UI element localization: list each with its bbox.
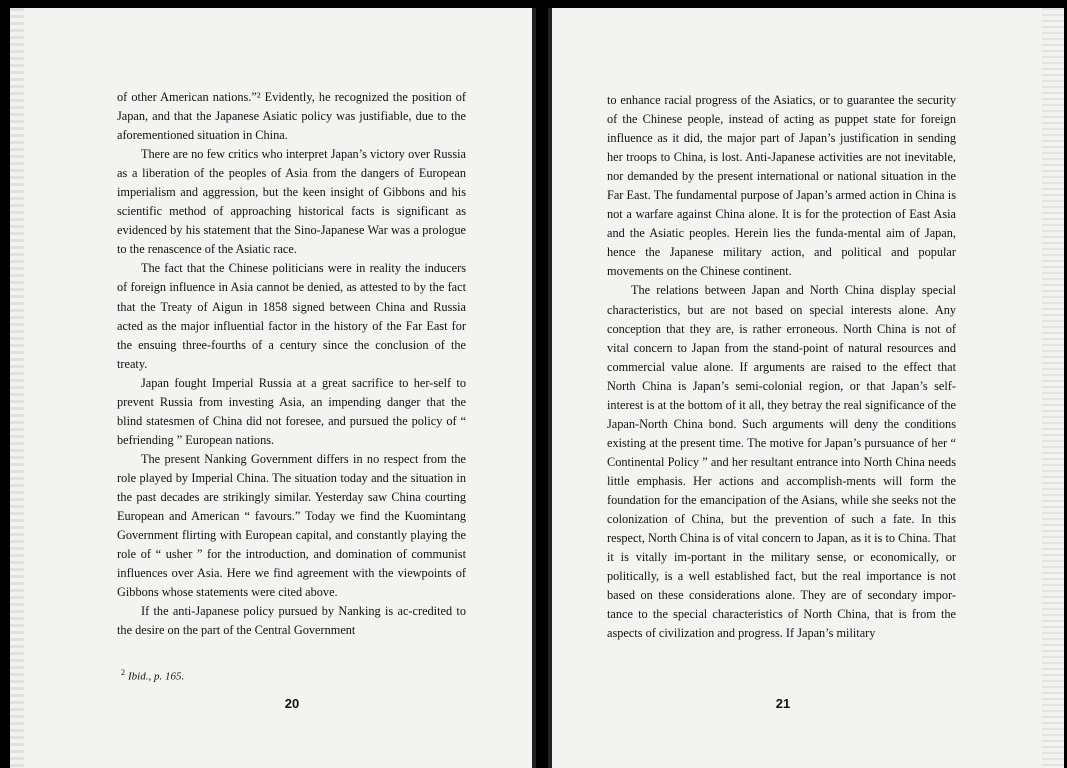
paragraph: Japan fought Imperial Russia at a great sacrifice to her-self to prevent Russia from investing Asia, an impending danger that the blind statesmen of China did not foresee, and pursued the policy of “ befriending ” European nations. [117,375,466,447]
paragraph: There are no few critics who interpret Japan’s victory over Russia as a liberation of the peoples of Asia from the dangers of European imperialism and aggression, but the keen insight of Gibbons and his scientific method of approaching historical facts is significant as evidenced by his statement that the Sino-Japanese War was a prologue to the renascence of the Asiatic race. [117,147,466,257]
right-page [548,8,1064,768]
footnote [121,668,461,683]
paragraph: The relations between Japan and North China display special characteristics, but are not based on special interests alone. Any conception that they are, is rather erroneous. North China is not of vital concern to Japan from the stand-point of natural resources and commercial value alone. If arguments are raised to the effect that North China is Japan’s semi-colonial region, or that Japan’s self-interest is at the bottom of it all, they betray the real significance of the Japan-North China bond. Such arguments will deny the conditions existing at the present time. The motive for Japan’s pursuance of her “ Continental Policy ” and her resultant entrance into North China needs little emphasis. Her actions and accomplish-ments will form the foundation for the emancipation of the Asians, while she seeks not the colonization of China, but the prevention of such a fate. In this respect, North China is of vital concern to Japan, as it is to China. That it is vitally im-portant in the military sense, or economically, or politically, is a well established fact, but the real importance is not based on these considerations alone. They are of secondary impor-tance to the special characteristics of North China, that is from the aspects of civilization and progress. If Japan’s military [607,283,956,641]
page-number: 21 [775,696,791,711]
paragraph: The present Nanking Government differs in no respect from the role played by Imperial China. The situation today and the situation in the past decades are strikingly similar. Yesterday saw China courting European and American “ favours.” Today we find the Kuomintang Government flirting with European capital, and constantly playing the role of “ usher ” for the introduction, and domination of communist influences over Asia. Here we find agreement with the viewpoints of Gibbons whose statements were cited above. [117,451,466,600]
left-page [10,8,536,768]
paragraph: of other American nations.”² Evidently, he recognized the position of Japan, and that the Japanese Asiatic policy was justifiable, due to the aforementioned situation in China. [117,90,466,143]
page-number: 20 [284,696,300,711]
right-page-body [607,91,956,643]
paragraph: The fact that the Chinese politicians were in reality the inducers of foreign influence in Asia cannot be denied, as attested to by the fact that the Treaty of Aigun in 1858 signed between China and Russia acted as the major influential factor in the history of the Far East for the ensuing three-fourths of a century since the conclusion of the treaty. [117,261,466,371]
paragraph: If the anti-Japanese policy pursued by Nanking is ac-credited to the desire on the part of the Central Government [117,604,466,638]
footnote-text: Ibid., p. 165. [128,670,185,683]
paragraph: to enhance racial progress of the Asiatics, or to guarantee the security of the Chinese people, instead of acting as puppet state for foreign influence as it did, the major part of Japan’s justification in sending her troops to China, is lost. Anti-Japanese activities are not inevitable, nor demanded by the present international or national situation in the Far East. The fundamental purpose of Japan’s armed action in China is not a warfare against China alone. It is for the protection of East Asia and the Asiatic peoples. Herein lies the funda-mental aim of Japan, hence the Japanese military action, and political and popular movements on the Chinese continent. [607,93,956,279]
book-gutter [536,0,548,768]
left-page-body [117,88,466,640]
footnote-marker: 2 [121,668,125,677]
